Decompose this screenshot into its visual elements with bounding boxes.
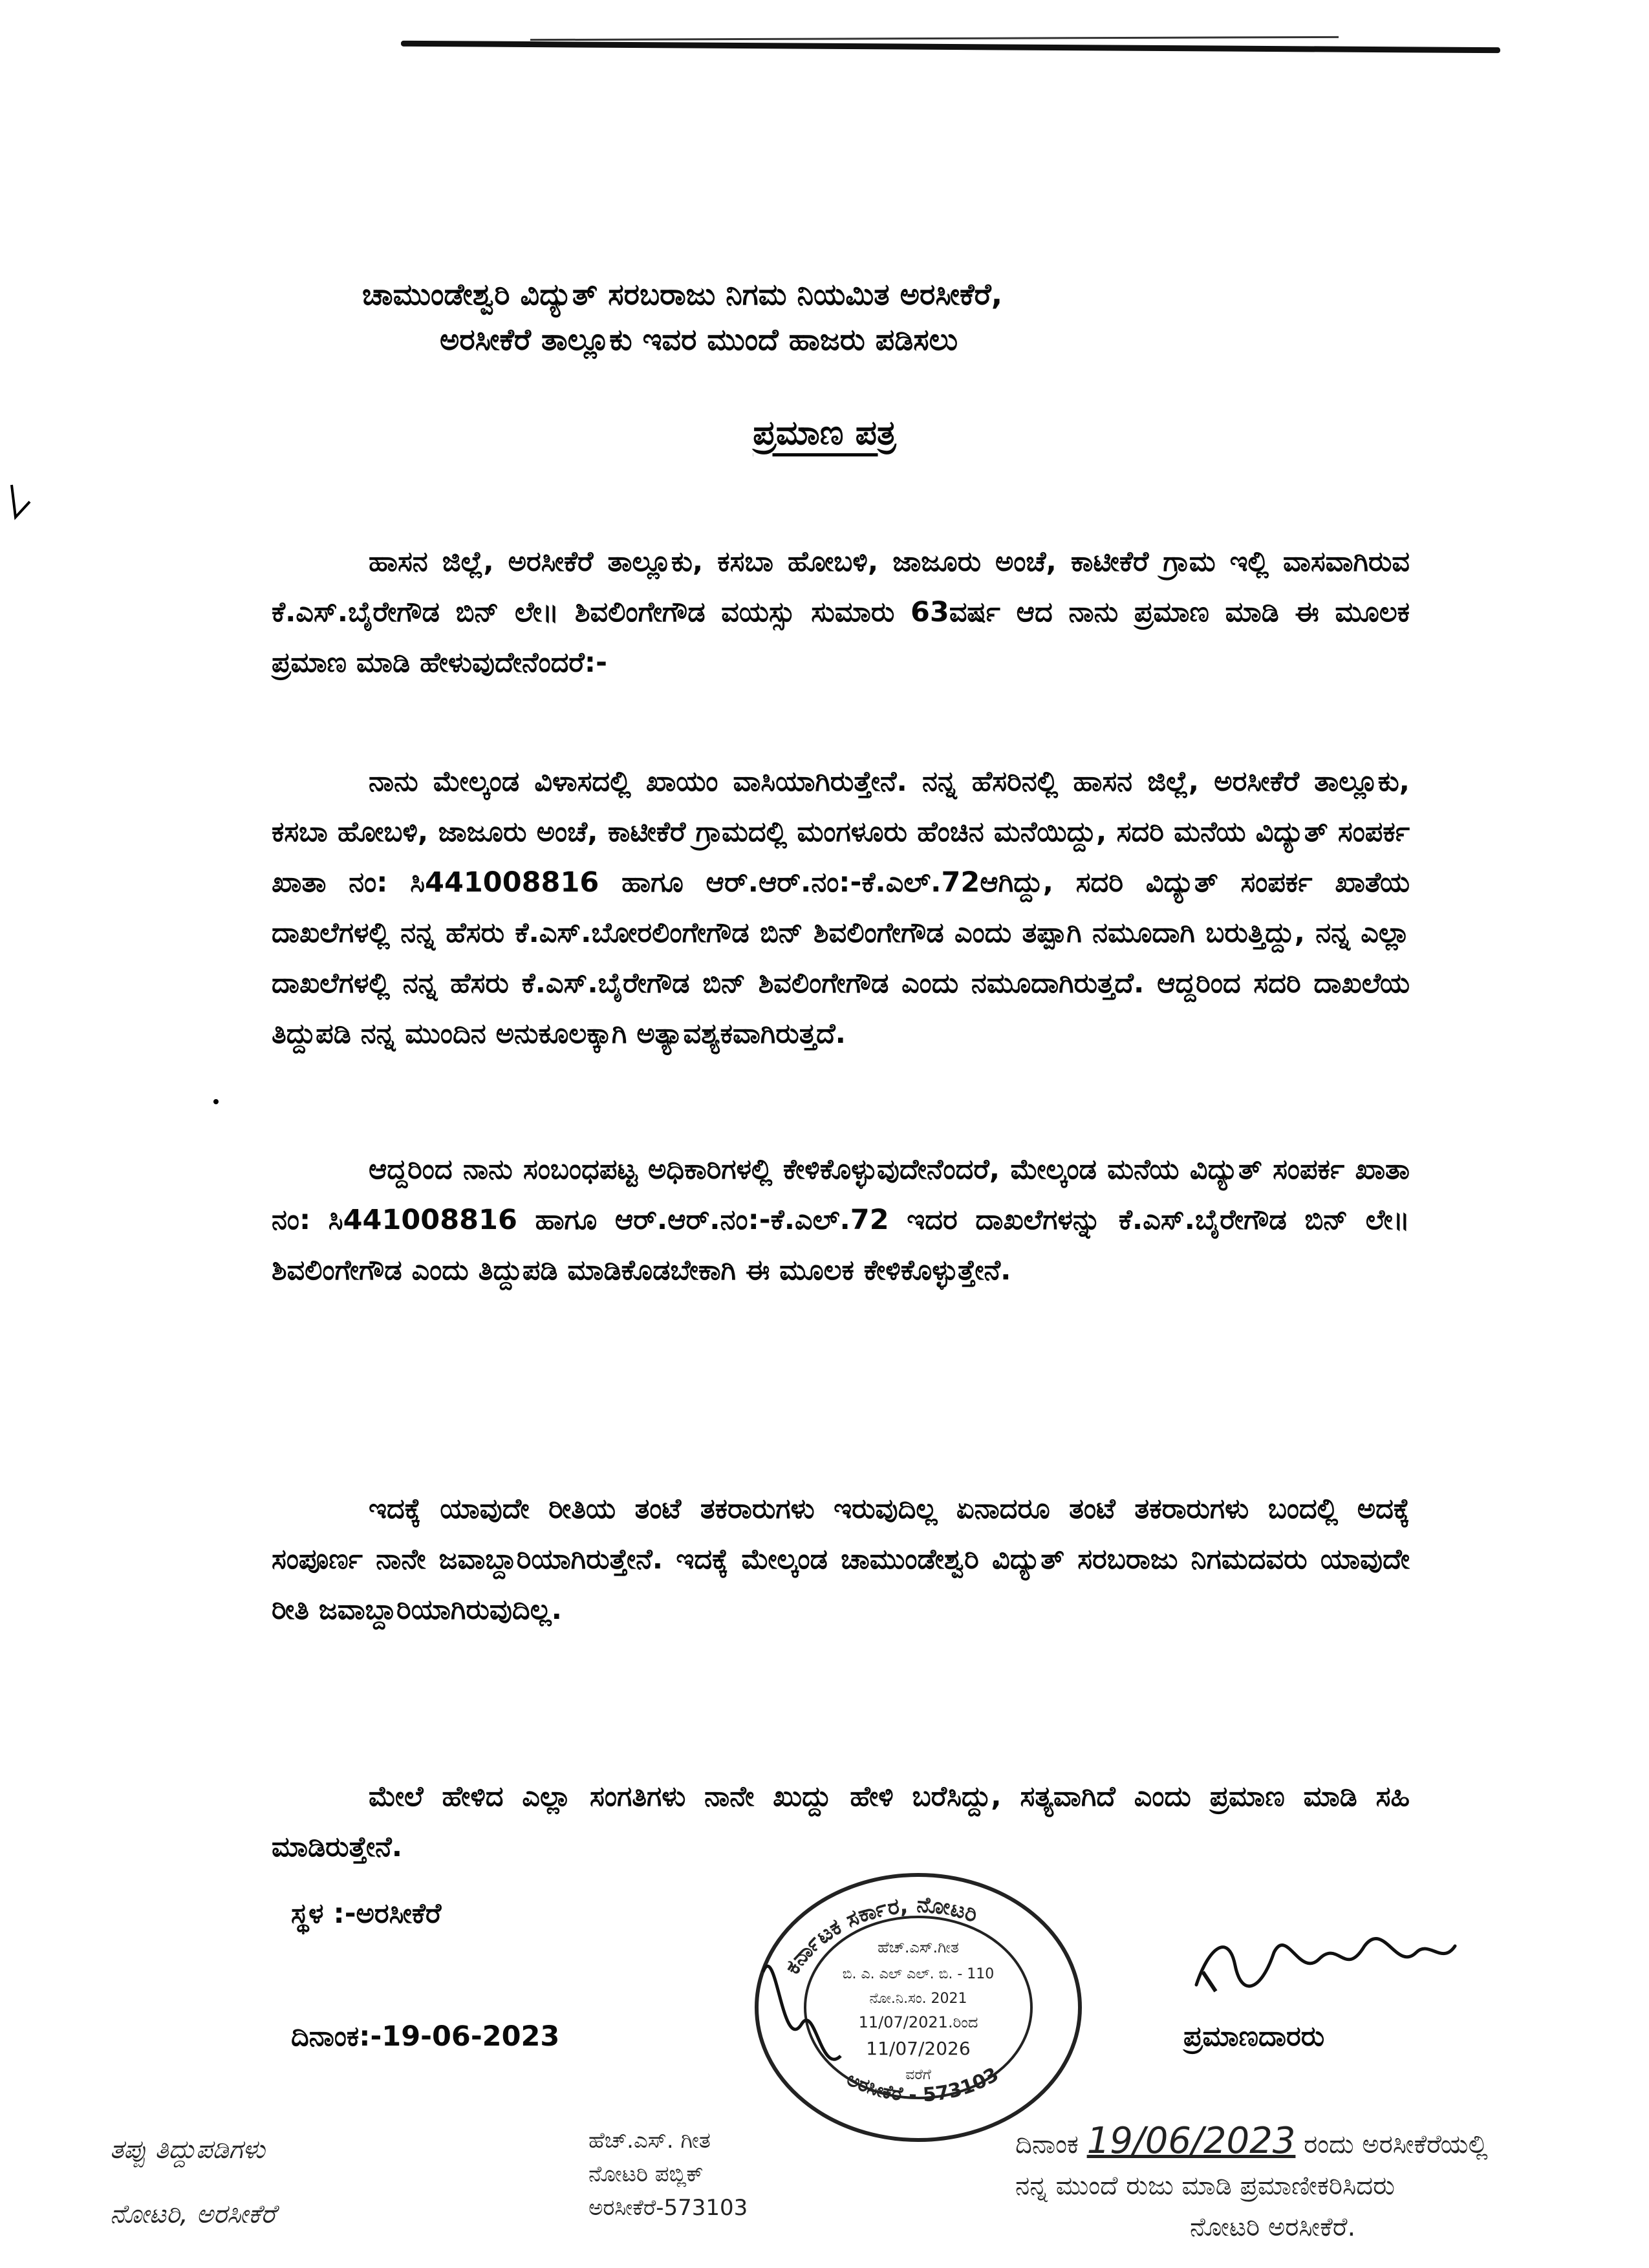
seal-reg: ಬಿ. ಎ. ಎಲ್ ಎಲ್. ಬಿ. - 110 [842, 1966, 995, 1982]
seal-expires: 11/07/2026 [866, 2038, 971, 2059]
document-title-text: ಪ್ರಮಾಣ ಪತ್ರ [753, 414, 896, 453]
notary-seal-signature-stroke [763, 1966, 841, 2059]
addressee-line-1: ಚಾಮುಂಡೇಶ್ವರಿ ವಿದ್ಯುತ್ ಸರಬರಾಜು ನಿಗಮ ನಿಯಮಿತ ಅರಸೀಕೆರೆ, [362, 277, 1003, 312]
notary-stamp-block [588, 2124, 748, 2225]
seal-issued: 11/07/2021.ರಿಂದ [858, 2013, 978, 2031]
attestation-prefix: ದಿನಾಂಕ [1015, 2130, 1079, 2159]
scan-edge-line-thin [530, 36, 1339, 41]
notary-name: ಹೆಚ್.ಎಸ್. ಗೀತ [588, 2128, 711, 2154]
document-title [0, 414, 1649, 453]
corrections-note-line-2: ನೋಟರಿ, ಅರಸೀಕೆರೆ [110, 2199, 276, 2229]
attestation-block [1015, 2121, 1488, 2248]
notary-location: ಅರಸೀಕೆರೆ-573103 [588, 2195, 748, 2221]
paragraph-5: ಮೇಲೆ ಹೇಳಿದ ಎಲ್ಲಾ ಸಂಗತಿಗಳು ನಾನೇ ಖುದ್ದು ಹೇಳಿ ಬರೆಸಿದ್ದು, ಸತ್ಯವಾಗಿದೆ ಎಂದು ಪ್ರಮಾಣ ಮಾಡಿ ಸಹಿ ಮಾಡಿರುತ್ತೇನೆ. [272, 1781, 1410, 1863]
attestation-line-1 [1015, 2121, 1488, 2165]
seal-bottom-text: ಅರಸೀಕೆರೆ - 573103 [843, 2063, 1003, 2107]
margin-mark-icon [8, 478, 34, 524]
attestation-line-2: ನನ್ನ ಮುಂದೆ ರುಜು ಮಾಡಿ ಪ್ರಮಾಣೀಕರಿಸಿದರು [1015, 2171, 1395, 2201]
paragraph-1: ಹಾಸನ ಜಿಲ್ಲೆ, ಅರಸೀಕೆರೆ ತಾಲ್ಲೂಕು, ಕಸಬಾ ಹೋಬಳಿ, ಜಾಜೂರು ಅಂಚೆ, ಕಾಟೀಕೆರೆ ಗ್ರಾಮ ಇಲ್ಲಿ ವಾಸವಾಗಿರುವ ಕೆ.ಎಸ್.ಬೈರೇಗೌಡ ಬಿನ್ ಲೇ॥ ಶಿವಲಿಂಗೇಗೌಡ ವಯಸ್ಸು ಸುಮಾರು 63ವರ್ಷ ಆದ ನಾನು ಪ್ರಮಾಣ ಮಾಡಿ ಈ ಮೂಲಕ ಪ್ರಮಾಣ ಮಾಡಿ ಹೇಳುವುದೇನೆಂದರೆ:- [272, 546, 1410, 679]
date-label: ದಿನಾಂಕ:-19-06-2023 [291, 2020, 560, 2053]
notary-designation: ನೋಟರಿ ಪಬ್ಲಿಕ್ [588, 2161, 704, 2187]
paragraph-2: ನಾನು ಮೇಲ್ಕಂಡ ವಿಳಾಸದಲ್ಲಿ ಖಾಯಂ ವಾಸಿಯಾಗಿರುತ್ತೇನೆ. ನನ್ನ ಹೆಸರಿನಲ್ಲಿ ಹಾಸನ ಜಿಲ್ಲೆ, ಅರಸೀಕೆರೆ ತಾಲ್ಲೂಕು, ಕಸಬಾ ಹೋಬಳಿ, ಜಾಜೂರು ಅಂಚೆ, ಕಾಟೀಕೆರೆ ಗ್ರಾಮದಲ್ಲಿ ಮಂಗಳೂರು ಹೆಂಚಿನ ಮನೆಯಿದ್ದು, ಸದರಿ ಮನೆಯ ವಿದ್ಯುತ್ ಸಂಪರ್ಕ ಖಾತಾ ನಂ: ಸಿ441008816 ಹಾಗೂ ಆರ್.ಆರ್.ನಂ:-ಕೆ.ಎಲ್.72ಆಗಿದ್ದು, ಸದರಿ ವಿದ್ಯುತ್ ಸಂಪರ್ಕ ಖಾತೆಯ ದಾಖಲೆಗಳಲ್ಲಿ ನನ್ನ ಹೆಸರು ಕೆ.ಎಸ್.ಬೋರಲಿಂಗೇಗೌಡ ಬಿನ್ ಶಿವಲಿಂಗೇಗೌಡ ಎಂದು ತಪ್ಪಾಗಿ ನಮೂದಾಗಿ ಬರುತ್ತಿದ್ದು, ನನ್ನ ಎಲ್ಲಾ ದಾಖಲೆಗಳಲ್ಲಿ ನನ್ನ ಹೆಸರು ಕೆ.ಎಸ್.ಬೈರೇಗೌಡ ಬಿನ್ ಶಿವಲಿಂಗೇಗೌಡ ಎಂದು ನಮೂದಾಗಿರುತ್ತದೆ. ಆದ್ದರಿಂದ ಸದರಿ ದಾಖಲೆಯ ತಿದ್ದುಪಡಿ ನನ್ನ ಮುಂದಿನ ಅನುಕೂಲಕ್ಕಾಗಿ ಅತ್ಯಾವಶ್ಯಕವಾಗಿರುತ್ತದೆ. [272, 765, 1410, 1050]
seal-outer-text: ಕರ್ನಾಟಕ ಸರ್ಕಾರ, ನೋಟರಿ [779, 1891, 981, 1979]
attestation-line-3: ನೋಟರಿ ಅರಸೀಕೆರೆ. [1190, 2212, 1356, 2242]
seal-till: ವರೆಗೆ [905, 2067, 931, 2083]
attestation-suffix: ರಂದು ಅರಸೀಕೆರೆಯಲ್ಲಿ [1304, 2130, 1488, 2159]
addressee-line-2: ಅರಸೀಕೆರೆ ತಾಲ್ಲೂಕು ಇವರ ಮುಂದೆ ಹಾಜರು ಪಡಿಸಲು [440, 322, 958, 357]
paragraph-3: ಆದ್ದರಿಂದ ನಾನು ಸಂಬಂಧಪಟ್ಟ ಅಧಿಕಾರಿಗಳಲ್ಲಿ ಕೇಳಿಕೊಳ್ಳುವುದೇನೆಂದರೆ, ಮೇಲ್ಕಂಡ ಮನೆಯ ವಿದ್ಯುತ್ ಸಂಪರ್ಕ ಖಾತಾ ನಂ: ಸಿ441008816 ಹಾಗೂ ಆರ್.ಆರ್.ನಂ:-ಕೆ.ಎಲ್.72 ಇದರ ದಾಖಲೆಗಳನ್ನು ಕೆ.ಎಸ್.ಬೈರೇಗೌಡ ಬಿನ್ ಲೇ॥ ಶಿವಲಿಂಗೇಗೌಡ ಎಂದು ತಿದ್ದುಪಡಿ ಮಾಡಿಕೊಡಬೇಕಾಗಿ ಈ ಮೂಲಕ ಕೇಳಿಕೊಳ್ಳುತ್ತೇನೆ. [272, 1153, 1410, 1287]
seal-name: ಹೆಚ್.ಎಸ್.ಗೀತ [878, 1938, 959, 1956]
scan-edge-line [401, 41, 1500, 53]
addressee-header [362, 272, 1332, 362]
place-label: ಸ್ಥಳ :-ಅರಸೀಕೆರೆ [291, 1898, 442, 1930]
corrections-note [110, 2117, 275, 2247]
seal-year: ನೋ.ನಿ.ಸಂ. 2021 [869, 1991, 967, 2007]
deponent-signature-icon [1190, 1907, 1461, 2011]
attestation-date: 19/06/2023 [1086, 2120, 1296, 2162]
paragraph-4: ಇದಕ್ಕೆ ಯಾವುದೇ ರೀತಿಯ ತಂಟೆ ತಕರಾರುಗಳು ಇರುವುದಿಲ್ಲ ಏನಾದರೂ ತಂಟೆ ತಕರಾರುಗಳು ಬಂದಲ್ಲಿ ಅದಕ್ಕೆ ಸಂಪೂರ್ಣ ನಾನೇ ಜವಾಬ್ದಾರಿಯಾಗಿರುತ್ತೇನೆ. ಇದಕ್ಕೆ ಮೇಲ್ಕಂಡ ಚಾಮುಂಡೇಶ್ವರಿ ವಿದ್ಯುತ್ ಸರಬರಾಜು ನಿಗಮದವರು ಯಾವುದೇ ರೀತಿ ಜವಾಬ್ದಾರಿಯಾಗಿರುವುದಿಲ್ಲ. [272, 1493, 1410, 1626]
corrections-note-line-1: ತಪ್ಪು ತಿದ್ದುಪಡಿಗಳು [110, 2135, 265, 2165]
deponent-label: ಪ್ರಮಾಣದಾರರು [1183, 2020, 1325, 2053]
margin-dot [213, 1099, 219, 1104]
